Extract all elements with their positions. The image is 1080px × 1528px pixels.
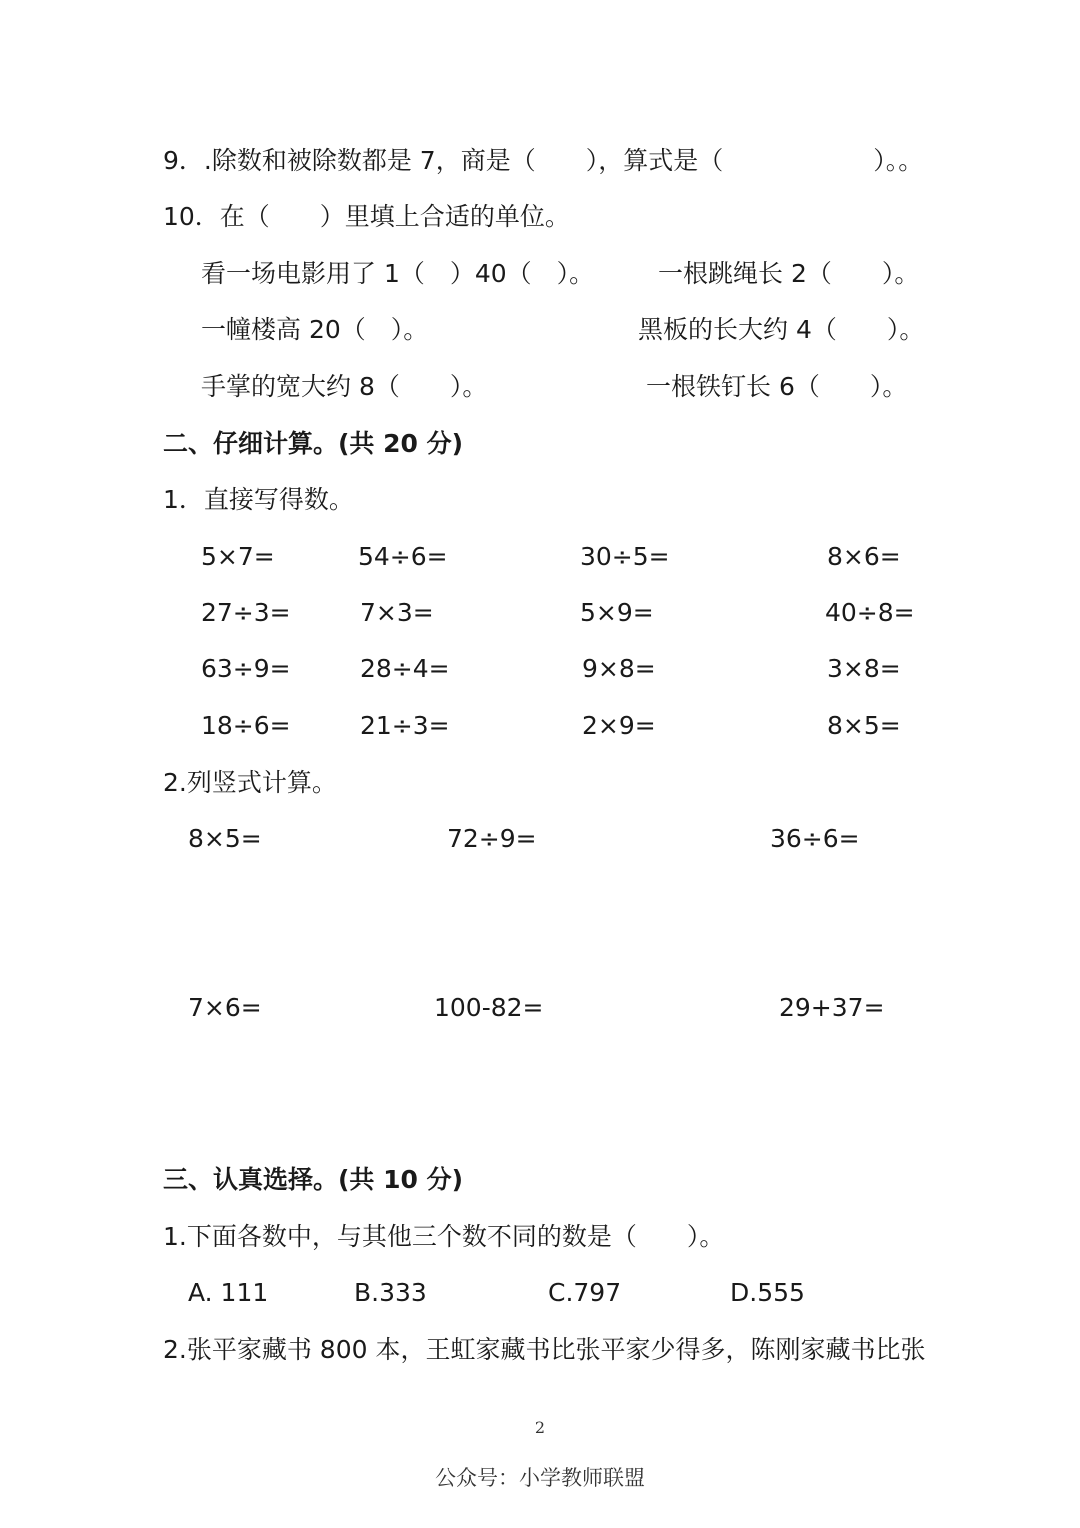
question-9: 9．.除数和被除数都是 7，商是（ ），算式是（ ）。。 — [163, 146, 924, 175]
oral-calc-item: 7×3= — [360, 598, 434, 627]
source-credit: 公众号：小学教师联盟 — [435, 1466, 645, 1490]
oral-calc-item: 18÷6= — [201, 711, 291, 740]
oral-calc-item: 3×8= — [827, 654, 901, 683]
oral-calc-item: 9×8= — [582, 654, 656, 683]
question-10: 10．在（ ）里填上合适的单位。 — [163, 202, 570, 231]
section-heading-calculation: 二、仔细计算。(共 20 分) — [163, 429, 464, 458]
unit-item-blackboard: 黑板的长大约 4（ ）。 — [638, 315, 925, 344]
unit-item-nail: 一根铁钉长 6（ ）。 — [646, 372, 908, 401]
unit-item-palm: 手掌的宽大约 8（ ）。 — [201, 372, 488, 401]
vertical-calc-item: 100-82= — [434, 993, 544, 1022]
oral-calc-item: 28÷4= — [360, 654, 450, 683]
oral-calc-item: 21÷3= — [360, 711, 450, 740]
oral-calc-item: 54÷6= — [358, 542, 448, 571]
oral-calc-item: 8×6= — [827, 542, 901, 571]
oral-calc-item: 5×7= — [201, 542, 275, 571]
unit-item-building: 一幢楼高 20（ ）。 — [201, 315, 429, 344]
vertical-calc-item: 7×6= — [188, 993, 262, 1022]
oral-calc-item: 63÷9= — [201, 654, 291, 683]
vertical-calc-item: 36÷6= — [770, 824, 860, 853]
option-d: D.555 — [730, 1278, 805, 1307]
option-a: A. 111 — [188, 1278, 269, 1307]
section-heading-choice: 三、认真选择。(共 10 分) — [163, 1165, 464, 1194]
option-b: B.333 — [354, 1278, 427, 1307]
choice-question-2: 2.张平家藏书 800 本，王虹家藏书比张平家少得多，陈刚家藏书比张 — [163, 1335, 926, 1364]
option-c: C.797 — [548, 1278, 622, 1307]
vertical-calc-item: 8×5= — [188, 824, 262, 853]
vertical-calc-title: 2.列竖式计算。 — [163, 768, 337, 797]
oral-calc-item: 2×9= — [582, 711, 656, 740]
oral-calc-item: 40÷8= — [825, 598, 915, 627]
oral-calc-item: 5×9= — [580, 598, 654, 627]
oral-calc-title: 1．直接写得数。 — [163, 485, 354, 514]
oral-calc-item: 8×5= — [827, 711, 901, 740]
choice-question-1: 1.下面各数中，与其他三个数不同的数是（ ）。 — [163, 1222, 725, 1251]
oral-calc-item: 30÷5= — [580, 542, 670, 571]
unit-item-movie: 看一场电影用了 1（ ）40（ ）。 — [201, 259, 595, 288]
unit-item-rope: 一根跳绳长 2（ ）。 — [658, 259, 920, 288]
page-number: 2 — [534, 1418, 546, 1437]
vertical-calc-item: 72÷9= — [447, 824, 537, 853]
vertical-calc-item: 29+37= — [779, 993, 885, 1022]
oral-calc-item: 27÷3= — [201, 598, 291, 627]
